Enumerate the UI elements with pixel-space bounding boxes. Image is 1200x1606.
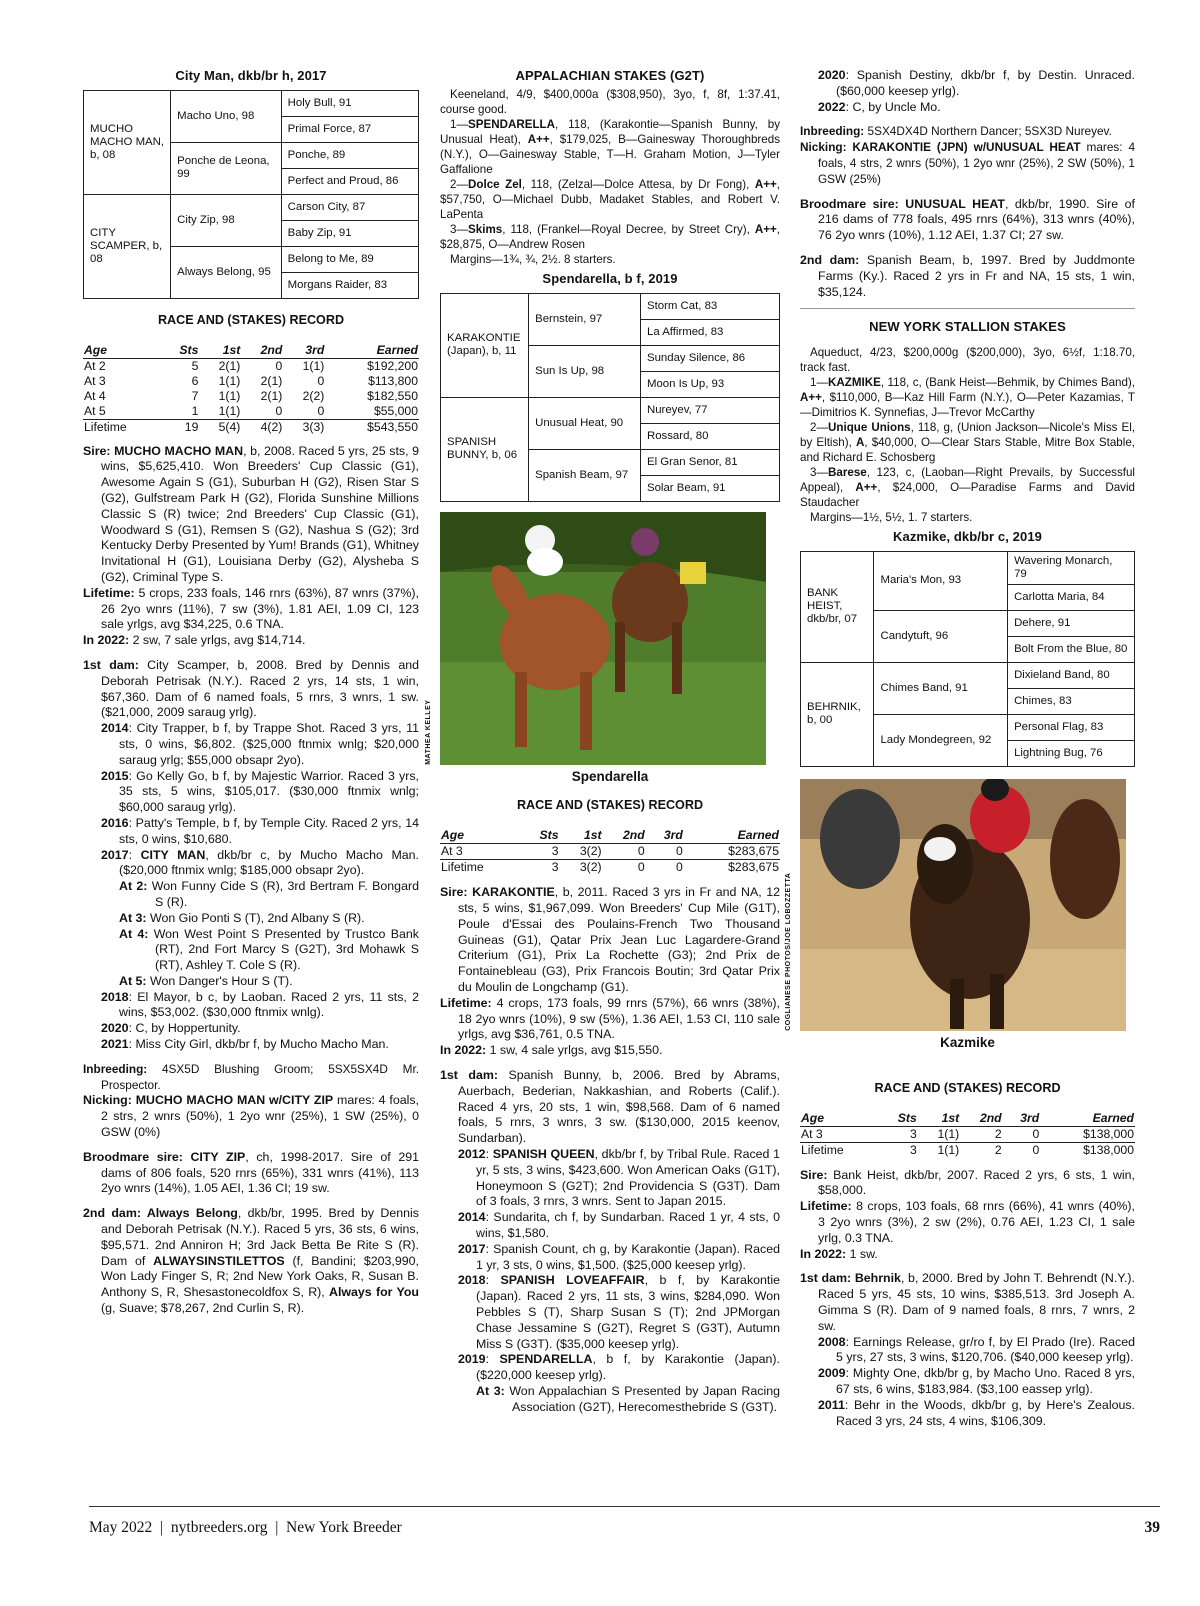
record-title: RACE AND (STAKES) RECORD (157, 312, 345, 327)
photo-credit: COGLIANESE PHOTOS/JOE LOBOZZETTA (785, 872, 793, 1031)
pedigree-g2: Chimes Band, 91 (874, 662, 1008, 714)
pedigree-g2: Ponche de Leona, 99 (171, 142, 282, 194)
produce-record: 2018: El Mayor, b c, by Laoban. Raced 2 yrs, 11 sts, 2 wins, $53,002. ($30,000 ftnmix wnlg). (101, 989, 419, 1020)
horse-photo (425, 512, 780, 765)
pedigree-g3: Wavering Monarch, 79 (1008, 551, 1135, 584)
pedigree-g3: Ponche, 89 (281, 142, 418, 168)
first-dam-paragraph: 1st dam: City Scamper, b, 2008. Bred by Dennis and Deborah Petrisak (N.Y.). Raced 2 yrs, 14 sts, 1 win, $67,360. Dam of 6 named foals, 5 rnrs, 3 wnrs, 1 sw. ($21,000, 2009 saraug yrlg). (83, 657, 419, 720)
produce-record: 2015: Go Kelly Go, b f, by Majestic Warrior. Raced 3 yrs, 35 sts, 5 wins, $105,017. ($30,000 ftnmix wnlg; $60,000 saraug yrlg). (101, 768, 419, 815)
broodmare-sire-paragraph: Broodmare sire: CITY ZIP, ch, 1998-2017. Sire of 291 dams of 806 foals, 520 rnrs (65%), 331 wnrs (41%), 113 2yo wnrs (14%), 1.05 AEI, 1.36 CI; 19 sw. (83, 1149, 419, 1196)
col-header: 2nd (960, 1111, 1002, 1127)
col-header: 2nd (603, 828, 646, 844)
col-header: Earned (325, 343, 419, 359)
pedigree-g3: Personal Flag, 83 (1008, 714, 1135, 740)
table-row: At 2 5 2(1) 0 1(1) $192,200 (84, 358, 418, 373)
first-dam-paragraph: 1st dam: Spanish Bunny, b, 2006. Bred by Abrams, Auerbach, Bederian, Nakkashian, and Roberts (Calif.). Raced 4 yrs, 20 sts, 1 win, $98,568. Dam of 6 named foals, 5 rnrs, 3 wnrs, 3 sw. ($130,000, 2015 keenov, Sundarban). (440, 1067, 780, 1146)
col-header: 2nd (241, 343, 283, 359)
pedigree-g3: Primal Force, 87 (281, 116, 418, 142)
pedigree-g2: Lady Mondegreen, 92 (874, 714, 1008, 766)
produce-record: 2016: Patty's Temple, b f, by Temple City. Raced 2 yrs, 14 sts, 0 wins, $10,680. (101, 815, 419, 846)
photo-credit: MATHEA KELLEY (425, 699, 433, 765)
broodmare-sire-paragraph: Broodmare sire: UNUSUAL HEAT, dkb/br, 1990. Sire of 216 dams of 778 foals, 495 rnrs (64%), 313 wnrs (40%), 76 2yo wnrs (10%), 1.12 AEI, 1.37 CI; 27 sw. (800, 196, 1135, 243)
pedigree-title: Spendarella, b f, 2019 (542, 270, 678, 286)
race-result: 1—KAZMIKE, 118, c, (Bank Heist—Behmik, by Chimes Band), A++, $110,000, B—Kaz Hill Farm (N.Y.), O—Peter Kazamias, T—Dimitrios K. Synnefias, J—Trevor McCarthy (800, 376, 1135, 420)
produce-record: 2018: SPANISH LOVEAFFAIR, b f, by Karakontie (Japan). Raced 2 yrs, 11 sts, 3 wins, $284,090. Won Pebbles S (T), Sharp Susan S (T); 2nd JPMorgan Chase Jessamine S (G2T), Regret S (G3T), Autumn Miss S (G3T). ($35,000 keesep yrlg). (458, 1273, 781, 1351)
sire-paragraph: Sire: Bank Heist, dkb/br, 2007. Raced 2 yrs, 6 sts, 1 win, $58,000. (800, 1167, 1135, 1198)
pedigree-g3: Dixieland Band, 80 (1008, 662, 1135, 688)
spendarella-race-photo (440, 512, 766, 765)
pedigree-g3: El Gran Senor, 81 (640, 449, 779, 475)
race-result: 1—SPENDARELLA, 118, (Karakontie—Spanish Bunny, by Unusual Heat), A++, $179,025, B—Gainesway Thoroughbreds (N.Y.), O—Gainesway Stable, T—H. Graham Motion, J—Tyler Gaffalione (440, 117, 780, 176)
pedigree-g2: Bernstein, 97 (529, 293, 641, 345)
age-record: At 5: Won Danger's Hour S (T). (119, 973, 293, 988)
pedigree-g2: Always Belong, 95 (171, 246, 282, 298)
produce-record: 2009: Mighty One, dkb/br g, by Macho Uno. Raced 8 yrs, 67 sts, 6 wins, $183,984. ($3,100 eassep yrlg). (818, 1366, 1135, 1396)
table-row: At 3 3 1(1) 2 0 $138,000 (801, 1126, 1134, 1141)
pedigree-table (800, 551, 1135, 767)
pedigree-g3: Dehere, 91 (1008, 610, 1135, 636)
pedigree-g3: Chimes, 83 (1008, 688, 1135, 714)
pedigree-g2: Candytuft, 96 (874, 610, 1008, 662)
col-header: 1st (918, 1111, 960, 1127)
col-header: Age (440, 828, 521, 844)
table-row: At 3 6 1(1) 2(1) 0 $113,800 (84, 373, 418, 388)
pedigree-dam: BEHRNIK, b, 00 (801, 662, 874, 766)
pedigree-g3: Rossard, 80 (640, 423, 779, 449)
race-info: Aqueduct, 4/23, $200,000g ($200,000), 3yo, 6½f, 1:18.70, track fast. (800, 346, 1135, 375)
pedigree-g3: Baby Zip, 91 (281, 220, 418, 246)
col-header: Earned (1040, 1111, 1135, 1127)
lifetime-paragraph: Lifetime: 8 crops, 103 foals, 68 rnrs (66%), 41 wnrs (40%), 3 2yo wnrs (3%), 2 sw (2%), 0.76 AEI, 1.23 CI, 1 sale yrlg, 0.3 TNA. (800, 1199, 1135, 1245)
table-row: At 4 7 1(1) 2(1) 2(2) $182,550 (84, 388, 418, 403)
col-header: 3rd (646, 828, 684, 844)
second-dam-paragraph: 2nd dam: Spanish Beam, b, 1997. Bred by Juddmonte Farms (Ky.). Raced 2 yrs in Fr and NA, 15 sts, 1 win, $35,124. (800, 252, 1136, 299)
race-margins: Margins—1½, 5½, 1. 7 starters. (810, 511, 973, 525)
lifetime-row: Lifetime 3 3(2) 0 0 $283,675 (441, 860, 779, 875)
pedigree-title: Kazmike, dkb/br c, 2019 (893, 529, 1042, 545)
photo-caption: Kazmike (940, 1034, 995, 1050)
pedigree-g2: Maria's Mon, 93 (874, 551, 1008, 610)
pedigree-g3: Sunday Silence, 86 (640, 345, 779, 371)
inbreeding-paragraph: Inbreeding: 4SX5D Blushing Groom; 5SX5SX4D Mr. Prospector. (83, 1061, 419, 1092)
pedigree-g3: Moon Is Up, 93 (640, 371, 779, 397)
col-header: 3rd (1003, 1111, 1041, 1127)
record-title: RACE AND (STAKES) RECORD (874, 1080, 1061, 1095)
produce-record: 2014: Sundarita, ch f, by Sundarban. Raced 1 yr, 4 sts, 0 wins, $1,580. (458, 1210, 780, 1240)
pedigree-table (440, 293, 780, 502)
produce-record: 2020: Spanish Destiny, dkb/br f, by Destin. Unraced. ($60,000 keesep yrlg). (818, 68, 1135, 98)
divider (800, 308, 1135, 309)
race-result: 3—Skims, 118, (Frankel—Royal Decree, by Street Cry), A++, $28,875, O—Andrew Rosen (440, 222, 780, 251)
race-record-table (440, 828, 780, 875)
lifetime-row: Lifetime 19 5(4) 4(2) 3(3) $543,550 (84, 419, 418, 434)
pedigree-dam: SPANISH BUNNY, b, 06 (441, 397, 529, 501)
stakes-title: APPALACHIAN STAKES (G2T) (515, 68, 705, 83)
col-header: Age (83, 343, 162, 359)
race-margins: Margins—1¾, ¾, 2½. 8 starters. (450, 252, 616, 266)
col-header: 3rd (283, 343, 325, 359)
pedigree-table (83, 90, 419, 299)
pedigree-g2: Macho Uno, 98 (171, 90, 282, 142)
col-header: Age (800, 1111, 880, 1127)
produce-record: 2021: Miss City Girl, dkb/br f, by Mucho Macho Man. (101, 1037, 389, 1052)
produce-record: 2014: City Trapper, b f, by Trappe Shot. Raced 3 yrs, 11 sts, 0 wins, $6,802. ($25,000 ftnmix wnlg; $20,000 saraug yrlg; $55,000 obsapr 2yo). (101, 721, 419, 767)
col-header: Sts (162, 343, 199, 359)
stakes-title: NEW YORK STALLION STAKES (869, 319, 1066, 335)
pedigree-g3: Lightning Bug, 76 (1008, 740, 1135, 766)
pedigree-dam: CITY SCAMPER, b, 08 (84, 194, 171, 298)
race-info: Keeneland, 4/9, $400,000a ($308,950), 3yo, f, 8f, 1:37.41, course good. (440, 87, 780, 116)
age-record: At 3: Won Appalachian S Presented by Japan Racing Association (G2T), Herecomesthebride S (G3T). (476, 1383, 780, 1414)
pedigree-g3: Perfect and Proud, 86 (281, 168, 418, 194)
first-dam-paragraph: 1st dam: Behrnik, b, 2000. Bred by John T. Behrendt (N.Y.). Raced 5 yrs, 45 sts, 10 wins, $385,513. 3rd Joseph A. Gimma S (R). Dam of 9 named foals, 8 rnrs, 7 wnrs, 2 sw. (800, 1271, 1135, 1333)
col-header: 1st (199, 343, 241, 359)
pedigree-g3: Storm Cat, 83 (640, 293, 779, 319)
pedigree-sire: KARAKONTIE (Japan), b, 11 (441, 293, 529, 397)
right-column (785, 68, 1136, 1429)
in-2022-paragraph: In 2022: 1 sw. (800, 1246, 878, 1261)
table-row: At 5 1 1(1) 0 0 $55,000 (84, 403, 418, 418)
horse-photo (785, 779, 1135, 1031)
col-header: Sts (880, 1111, 918, 1127)
middle-column (425, 68, 781, 1415)
produce-record: 2022: C, by Uncle Mo. (818, 99, 941, 114)
table-row: At 3 3 3(2) 0 0 $283,675 (441, 844, 779, 859)
race-result: 2—Unique Unions, 118, g, (Union Jackson—Nicole's Miss El, by Eltish), A, $40,000, O—Clear Stars Stable, Mitre Box Stable, and Richard E. Schosberg (800, 421, 1135, 465)
col-header: 1st (559, 828, 602, 844)
pedigree-g3: Carlotta Maria, 84 (1008, 584, 1135, 610)
race-record-table (800, 1111, 1135, 1158)
pedigree-g2: Spanish Beam, 97 (529, 449, 641, 501)
inbreeding-paragraph: Inbreeding: 5SX4DX4D Northern Dancer; 5SX3D Nureyev. (800, 124, 1112, 139)
produce-record: 2008: Earnings Release, gr/ro f, by El Prado (Ire). Raced 5 yrs, 27 sts, 3 wins, $120,706. ($40,000 keesep yrlg). (818, 1334, 1135, 1365)
sire-paragraph: Sire: MUCHO MACHO MAN, b, 2008. Raced 5 yrs, 25 sts, 9 wins, $5,625,410. Won Breeders' Cup Classic (G1), Awesome Again S (G1), Suburban H (G2), Risen Star S (G2), Gulfstream Park H (G2), Florida Sunshine Millions Classic S (R) twice; 2nd Breeders' Cup Classic (G1), Woodward S (G1), Remsen S (G2), Nashua S (G2); 3rd Kentucky Derby Presented by Yum! Brands (G1), Whitney Invitational H (G1), Louisiana Derby (G2), Alysheba S (G2), Criminal Type S. (83, 443, 419, 584)
pedigree-g2: Sun Is Up, 98 (529, 345, 641, 397)
footer-text: May 2022 | nytbreeders.org | New York Breeder (89, 1519, 402, 1536)
produce-record: 2019: SPENDARELLA, b f, by Karakontie (Japan). ($220,000 keesep yrlg). (458, 1352, 780, 1383)
second-dam-paragraph: 2nd dam: Always Belong, dkb/br, 1995. Bred by Dennis and Deborah Petrisak (N.Y.). Raced 5 yrs, 36 sts, 6 wins, $95,571. 2nd Anniron H; 3rd Jack Betta Be Rite S (R). Dam of ALWAYSINSTILETTOS (f, Bandini; $203,990, Won Lady Finger S, R; 2nd New York Oaks, R, Susan B. Anthony S, R, Shesastonecoldfox S, R), Always for You (g, Suave; $78,267, 2nd Curlin S, R). (83, 1206, 419, 1316)
produce-record: 2017: CITY MAN, dkb/br c, by Mucho Macho Man. ($20,000 ftnmix wnlg; $185,000 obsapr 2yo). (101, 847, 420, 878)
sire-paragraph: Sire: KARAKONTIE, b, 2011. Raced 3 yrs in Fr and NA, 12 sts, 5 wins, $1,967,099. Won Breeders' Cup Mile (G1T), Poule d'Essai des Poulains-French Two Thousand Guineas (G1), Qatar Prix Jean Luc Lagardere-Grand Criterium (G1), Prix La Rochette (G3); 2nd Prix de Fontainebleau (G3), Prix Francois Boutin; 3rd Qatar Prix du Moulin de Longchamp (G1). (440, 885, 781, 994)
pedigree-sire: MUCHO MACHO MAN, b, 08 (84, 90, 171, 194)
age-record: At 3: Won Gio Ponti S (T), 2nd Albany S (R). (119, 910, 365, 925)
pedigree-g3: Belong to Me, 89 (281, 246, 418, 272)
record-title: RACE AND (STAKES) RECORD (516, 798, 704, 813)
lifetime-paragraph: Lifetime: 4 crops, 173 foals, 99 rnrs (57%), 66 wnrs (38%), 18 2yo wnrs (10%), 9 sw (5%), 1.36 AEI, 1.53 CI, 110 sale yrlgs, avg $36,761, 0.5 TNA. (440, 995, 780, 1042)
pedigree-g2: Unusual Heat, 90 (529, 397, 641, 449)
pedigree-g3: Solar Beam, 91 (640, 475, 779, 501)
left-column (83, 68, 419, 1317)
produce-record: 2012: SPANISH QUEEN, dkb/br f, by Tribal Rule. Raced 1 yr, 5 sts, 3 wins, $423,600. Won American Oaks (G1T), Honeymoon S (G2T); 2nd Providencia S (G3T). Dam of 3 foals, 3 rnrs, 3 wnrs. Sent to Japan 2015. (458, 1146, 780, 1209)
race-result: 3—Barese, 123, c, (Laoban—Right Prevails, by Successful Appeal), A++, $24,000, O—Paradise Farms and David Staudacher (800, 466, 1135, 510)
race-result: 2—Dolce Zel, 118, (Zelzal—Dolce Attesa, by Dr Fong), A++, $57,750, O—Michael Dubb, Madaket Stables, and Robert V. LaPenta (440, 177, 780, 221)
nicking-paragraph: Nicking: MUCHO MACHO MAN w/CITY ZIP mares: 4 foals, 2 strs, 2 wnrs (50%), 1 2yo wnr (25%), 1 SW (25%), 0 GSW (0%) (83, 1093, 420, 1140)
produce-record: 2020: C, by Hoppertunity. (101, 1021, 241, 1036)
age-record: At 2: Won Funny Cide S (R), 3rd Bertram F. Bongard S (R). (119, 879, 419, 909)
race-record-table (83, 343, 419, 435)
nicking-paragraph: Nicking: KARAKONTIE (JPN) w/UNUSUAL HEAT mares: 4 foals, 4 strs, 2 wnrs (50%), 1 2yo wnr (25%), 2 SW (50%), 1 GSW (25%) (800, 140, 1136, 186)
lifetime-paragraph: Lifetime: 5 crops, 233 foals, 146 rnrs (63%), 87 wnrs (37%), 26 2yo wnrs (11%), 7 sw (3%), 1.81 AEI, 1.09 CI, 123 sale yrlgs, avg $34,225, 0.6 TNA. (83, 585, 419, 632)
pedigree-g3: Holy Bull, 91 (281, 90, 418, 116)
pedigree-g3: Carson City, 87 (281, 194, 418, 220)
age-record: At 4: Won West Point S Presented by Trustco Bank (RT), 2nd Fort Marcy S (G2T), 3rd Mohawk S (RT), Ashley T. Cole S (R). (119, 926, 419, 973)
pedigree-g3: Nureyev, 77 (640, 397, 779, 423)
pedigree-g3: Bolt From the Blue, 80 (1008, 636, 1135, 662)
pedigree-g3: Morgans Raider, 83 (281, 272, 418, 298)
col-header: Sts (521, 828, 559, 844)
produce-record: 2011: Behr in the Woods, dkb/br g, by Here's Zealous. Raced 3 yrs, 24 sts, 4 wins, $106,309. (818, 1397, 1135, 1428)
page-number: 39 (1144, 1519, 1160, 1536)
lifetime-row: Lifetime 3 1(1) 2 0 $138,000 (801, 1142, 1134, 1157)
pedigree-sire: BANK HEIST, dkb/br, 07 (801, 551, 874, 662)
in-2022-paragraph: In 2022: 1 sw, 4 sale yrlgs, avg $15,550. (440, 1043, 663, 1058)
col-header: Earned (684, 828, 780, 844)
kazmike-race-photo (800, 779, 1126, 1031)
pedigree-g3: La Affirmed, 83 (640, 319, 779, 345)
pedigree-g2: City Zip, 98 (171, 194, 282, 246)
page-footer (89, 1506, 1160, 1537)
pedigree-title: City Man, dkb/br h, 2017 (175, 68, 327, 83)
produce-record: 2017: Spanish Count, ch g, by Karakontie (Japan). Raced 1 yr, 3 sts, 0 wins, $1,500. ($25,000 keesep yrlg). (458, 1241, 780, 1272)
photo-caption: Spendarella (571, 768, 649, 784)
in-2022-paragraph: In 2022: 2 sw, 7 sale yrlgs, avg $14,714. (83, 633, 306, 648)
